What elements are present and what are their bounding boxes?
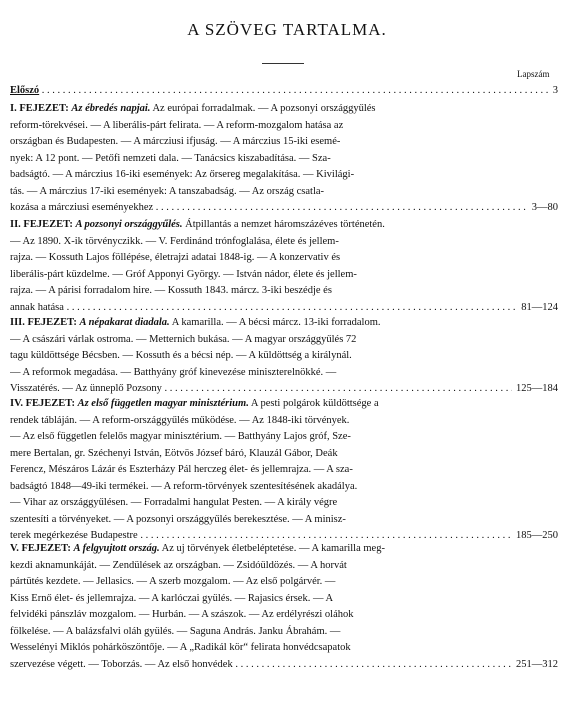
toc-entry-chapter-2[interactable] — [10, 217, 558, 316]
toc-line — [10, 300, 550, 317]
toc-line — [10, 396, 550, 413]
toc-line: rajza. — Kossuth Lajos föllépése, életrajzi adatai 1848-ig. — A konzervativ és — [10, 252, 341, 263]
toc-line: badságtó 1848—49-iki termékei. — A reform-törvények szentesítésének akadálya. — [10, 480, 358, 492]
toc-line — [10, 541, 550, 558]
toc-line — [10, 217, 550, 234]
toc-line-text: szervezése végett. — Toborzás. — Az első honvédek — [10, 658, 233, 670]
chapter-title: A pozsonyi országgyűlés. — [75, 219, 183, 230]
toc-line — [10, 101, 550, 118]
page-range: 185—250 — [512, 528, 558, 545]
toc-line: — A császári várlak ostroma. — Metternich bukása. — A magyar országgyűlés 72 — [10, 333, 357, 345]
toc-line-text: Átpillantás a nemzet háromszázéves történetén. — [185, 219, 385, 230]
chapter-title: Az első független magyar minisztérium. — [77, 398, 249, 409]
toc-line — [10, 657, 550, 674]
toc-entry-preface[interactable] — [10, 83, 558, 100]
toc-line-text: Az uj törvények életbeléptetése. — A kamarilla meg- — [161, 543, 385, 554]
toc-entry-chapter-4[interactable] — [10, 396, 558, 545]
toc-line: országban és Budapesten. — A márcziusi ifjuság. — A márczius 15-iki esemé- — [10, 136, 341, 147]
chapter-label: V. FEJEZET: — [10, 543, 71, 554]
chapter-label: III. FEJEZET: — [10, 317, 77, 328]
toc-line: — Az 1890. X-ik törvényczikk. — V. Ferdinánd trónfoglalása, élete és jellem- — [10, 235, 339, 247]
toc-line-text: kozása a márcziusi eseményekhez — [10, 202, 154, 213]
chapter-title: A népakarat diadala. — [79, 317, 170, 328]
page-range: 3—80 — [528, 200, 558, 217]
toc-line — [10, 200, 550, 217]
toc-entry-chapter-5[interactable] — [10, 541, 558, 673]
toc-line: mere Bertalan, gr. Széchenyi István, Eötvös József báró, Klauzál Gábor, Deák — [10, 447, 338, 459]
toc-line: — A reformok megadása. — Batthyány gróf kinevezése miniszterelnökké. — — [10, 366, 337, 378]
toc-entry-chapter-3[interactable] — [10, 315, 558, 398]
toc-line: rendek tábláján. — A reform-országgyűlés működése. — Az 1848-iki törvények. — [10, 414, 350, 426]
toc-line-text: A pesti polgárok küldöttsége a — [250, 398, 379, 409]
toc-line: pártütés kezdete. — Jellasics. — A szerb mozgalom. — Az első polgárvér. — — [10, 576, 336, 587]
chapter-title: Az ébredés napjai. — [71, 103, 151, 114]
chapter-title: A felgyujtott ország. — [73, 543, 160, 554]
toc-line: liberális-párt küzdelme. — Gróf Apponyi György. — István nádor, élete és jellem- — [10, 268, 357, 280]
toc-line: tás. — A márczius 17-iki események: A tanszabadság. — Az ország csatla- — [10, 185, 325, 197]
toc-line-text: A kamarilla. — A bécsi márcz. 13-iki forradalom. — [171, 317, 381, 328]
toc-line: kezdi aknamunkáját. — Zendülések az országban. — Zsidóüldözés. — A horvát — [10, 559, 347, 571]
toc-line: Ferencz, Mészáros Lázár és Eszterházy Pál herczeg élet- és jellemrajza. — A sza- — [10, 464, 353, 475]
page-range: 81—124 — [517, 300, 558, 317]
page-range: 3 — [549, 83, 558, 100]
toc-line-text: Visszatérés. — Az ünneplő Pozsony — [10, 383, 162, 394]
chapter-label: II. FEJEZET: — [10, 219, 73, 230]
toc-line: reform-törekvései. — A liberális-párt felirata. — A reform-mozgalom hatása az — [10, 119, 344, 131]
toc-line: fölkelése. — A balázsfalvi oláh gyülés. — Saguna András. Janku Ábrahám. — — [10, 625, 341, 637]
title-divider — [262, 63, 304, 64]
toc-line-text: annak hatása — [10, 301, 64, 313]
toc-line-text: terek megérkezése Budapestre — [10, 530, 138, 541]
toc-line — [10, 83, 550, 100]
toc-line — [10, 315, 550, 332]
toc-line: Kiss Ernő élet- és jellemrajza. — A karlóczai gyülés. — Rajasics érsek. — A — [10, 592, 334, 604]
toc-entry-chapter-1[interactable] — [10, 101, 558, 217]
toc-line: nyek: A 12 pont. — Petőfi nemzeti dala. — Tanácsics kiszabadítása. — Sza- — [10, 152, 331, 164]
toc-line: tagu küldöttsége Bécsben. — Kossuth és a bécsi nép. — A küldöttség a királynál. — [10, 350, 352, 361]
toc-line: szentesíti a törvényeket. — A pozsonyi országgyűlés berekesztése. — A minisz- — [10, 513, 346, 525]
page-range: 251—312 — [512, 657, 558, 674]
preface-label: Előszó — [10, 85, 40, 96]
page-title: A SZÖVEG TARTALMA. — [187, 20, 387, 39]
chapter-label: I. FEJEZET: — [10, 103, 69, 114]
toc-line: — Az első független felelős magyar minisztérium. — Batthyány Lajos gróf, Sze- — [10, 431, 351, 442]
chapter-label: IV. FEJEZET: — [10, 398, 75, 409]
toc-line: felvidéki pánszláv mozgalom. — Hurbán. — A szászok. — Az erdélyrészi oláhok — [10, 609, 354, 620]
toc-line: — Vihar az országgyűlésen. — Forradalmi hangulat Pesten. — A király végre — [10, 497, 338, 508]
toc-line: Wesselényi Miklós pohárköszöntője. — A „Radikál kör“ felirata honvédcsapatok — [10, 642, 351, 653]
page-range: 125—184 — [512, 381, 558, 398]
toc-line: badságtó. — A márczius 16-iki események: Az őrsereg megalakítása. — Kivilági- — [10, 169, 355, 180]
toc-line: rajza. — A párisi forradalom hire. — Kossuth 1843. márcz. 3-iki beszédje és — [10, 285, 332, 296]
toc-line-text: Az európai forradalmak. — A pozsonyi országgyűlés — [152, 103, 376, 114]
page-number-column-header: Lapszám — [517, 69, 550, 79]
